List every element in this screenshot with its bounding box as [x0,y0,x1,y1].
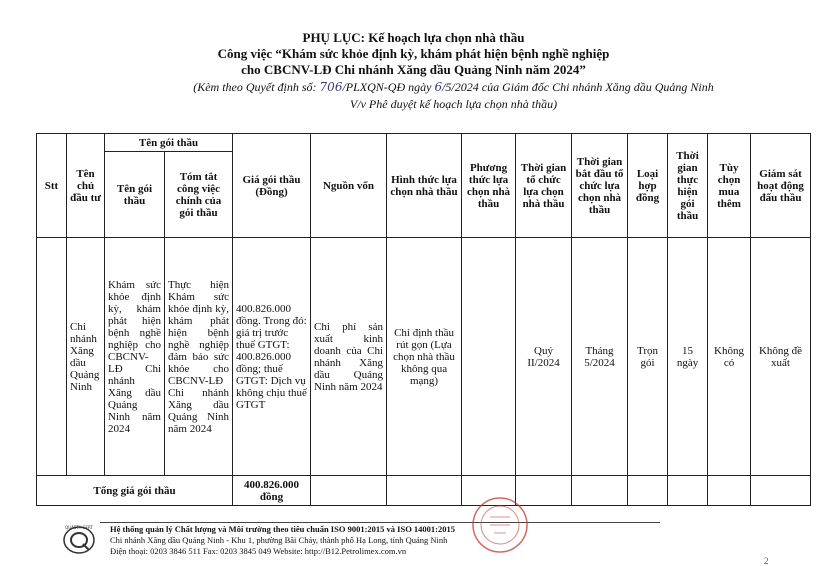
footer-contact-line: Điện thoại: 0203 3846 511 Fax: 0203 3845 049 Website: http://B12.Petrolimex.com.vn [110,546,407,556]
decision-reference [40,80,827,95]
col-stt: Stt [37,134,67,238]
col-supervision: Giám sát hoạt động đấu thầu [751,134,811,238]
decision-suffix: /5/2024 của Giám đốc Chi nhánh Xăng dầu Quảng Ninh [442,80,714,94]
decision-prefix: (Kèm theo Quyết định số: [193,80,317,94]
decision-subject: V/v Phê duyệt kế hoạch lựa chọn nhà thầu) [349,97,558,111]
appendix-title: PHỤ LỤC: Kế hoạch lựa chọn nhà thầu [302,30,525,45]
work-title-line2: cho CBCNV-LĐ Chi nhánh Xăng dầu Quảng Ninh năm 2024” [241,62,586,77]
total-empty-funding [311,476,387,506]
footer-address-line: Chi nhánh Xăng dầu Quảng Ninh - Khu 1, phường Bãi Cháy, thành phố Hạ Long, tỉnh Quảng Ninh [110,535,448,545]
col-package-name: Tên gói thầu [105,152,165,238]
cell-duration: 15 ngày [668,238,708,476]
total-empty-start [572,476,628,506]
total-empty-option [708,476,751,506]
quasta-cert-logo-icon [62,525,96,555]
work-title-line1: Công việc “Khám sức khỏe định kỳ, khám phát hiện bệnh nghề nghiệp [217,46,610,61]
col-funding: Nguồn vốn [311,134,387,238]
cell-owner: Chi nhánh Xăng dầu Quảng Ninh [67,238,105,476]
total-label: Tổng giá gói thầu [37,476,233,506]
cell-contract-type: Trọn gói [628,238,668,476]
col-start-time: Thời gian bắt đầu tổ chức lựa chọn nhà thầu [572,134,628,238]
col-option: Tùy chọn mua thêm [708,134,751,238]
total-value: 400.826.000 đồng [233,476,311,506]
col-selection-method: Phương thức lựa chọn nhà thầu [462,134,516,238]
cell-package-summary: Thực hiện Khám sức khỏe định kỳ, khám phát hiện bệnh nghề nghiệp đảm bảo sức khỏe cho CBCNV-LĐ Chi nhánh Xăng dầu Quảng Ninh năm 2024 [165,238,233,476]
total-empty-supervision [751,476,811,506]
decision-mid: /PLXQN-QĐ ngày [342,80,432,94]
col-package-summary: Tóm tắt công việc chính của gói thầu [165,152,233,238]
total-empty-contract [628,476,668,506]
decision-day-handwritten: 6 [434,80,443,94]
page-number: 2 [764,556,769,566]
footer-iso-line: Hệ thống quản lý Chất lượng và Môi trường theo tiêu chuẩn ISO 9001:2015 và ISO 14001:2015 [110,524,456,534]
contractor-selection-table [36,133,811,506]
total-empty-duration [668,476,708,506]
col-owner: Tên chủ đầu tư [67,134,105,238]
col-selection-form: Hình thức lựa chọn nhà thầu [387,134,462,238]
cell-funding: Chi phí sản xuất kinh doanh của Chi nhánh Xăng dầu Quảng Ninh năm 2024 [311,238,387,476]
cell-supervision: Không đề xuất [751,238,811,476]
cell-start-time: Tháng 5/2024 [572,238,628,476]
cell-selection-form: Chỉ định thầu rút gọn (Lựa chọn nhà thầu không qua mạng) [387,238,462,476]
cell-package-name: Khám sức khỏe định kỳ, khám phát hiện bệnh nghề nghiệp cho CBCNV-LĐ Chi nhánh Xăng dầu Quảng Ninh năm 2024 [105,238,165,476]
cell-org-time: Quý II/2024 [516,238,572,476]
cell-option: Không có [708,238,751,476]
col-price: Giá gói thầu (Đồng) [233,134,311,238]
col-contract-type: Loại hợp đồng [628,134,668,238]
company-seal-icon [470,495,530,555]
cell-selection-method [462,238,516,476]
logo-text: QUASTA-CERT [65,525,93,530]
decision-number-handwritten: 706 [319,80,343,94]
cell-stt [37,238,67,476]
cell-price: 400.826.000 đồng. Trong đó: giá trị trước thuế GTGT: 400.826.000 đồng; thuế GTGT: Dịch vụ không chịu thuế GTGT [233,238,311,476]
col-org-time: Thời gian tổ chức lựa chọn nhà thầu [516,134,572,238]
total-empty-form [387,476,462,506]
header-row-top [37,134,811,152]
footer-divider [100,522,660,523]
total-row [37,476,811,506]
col-duration: Thời gian thực hiện gói thầu [668,134,708,238]
table-row [37,238,811,476]
col-package-group: Tên gói thầu [105,134,233,152]
